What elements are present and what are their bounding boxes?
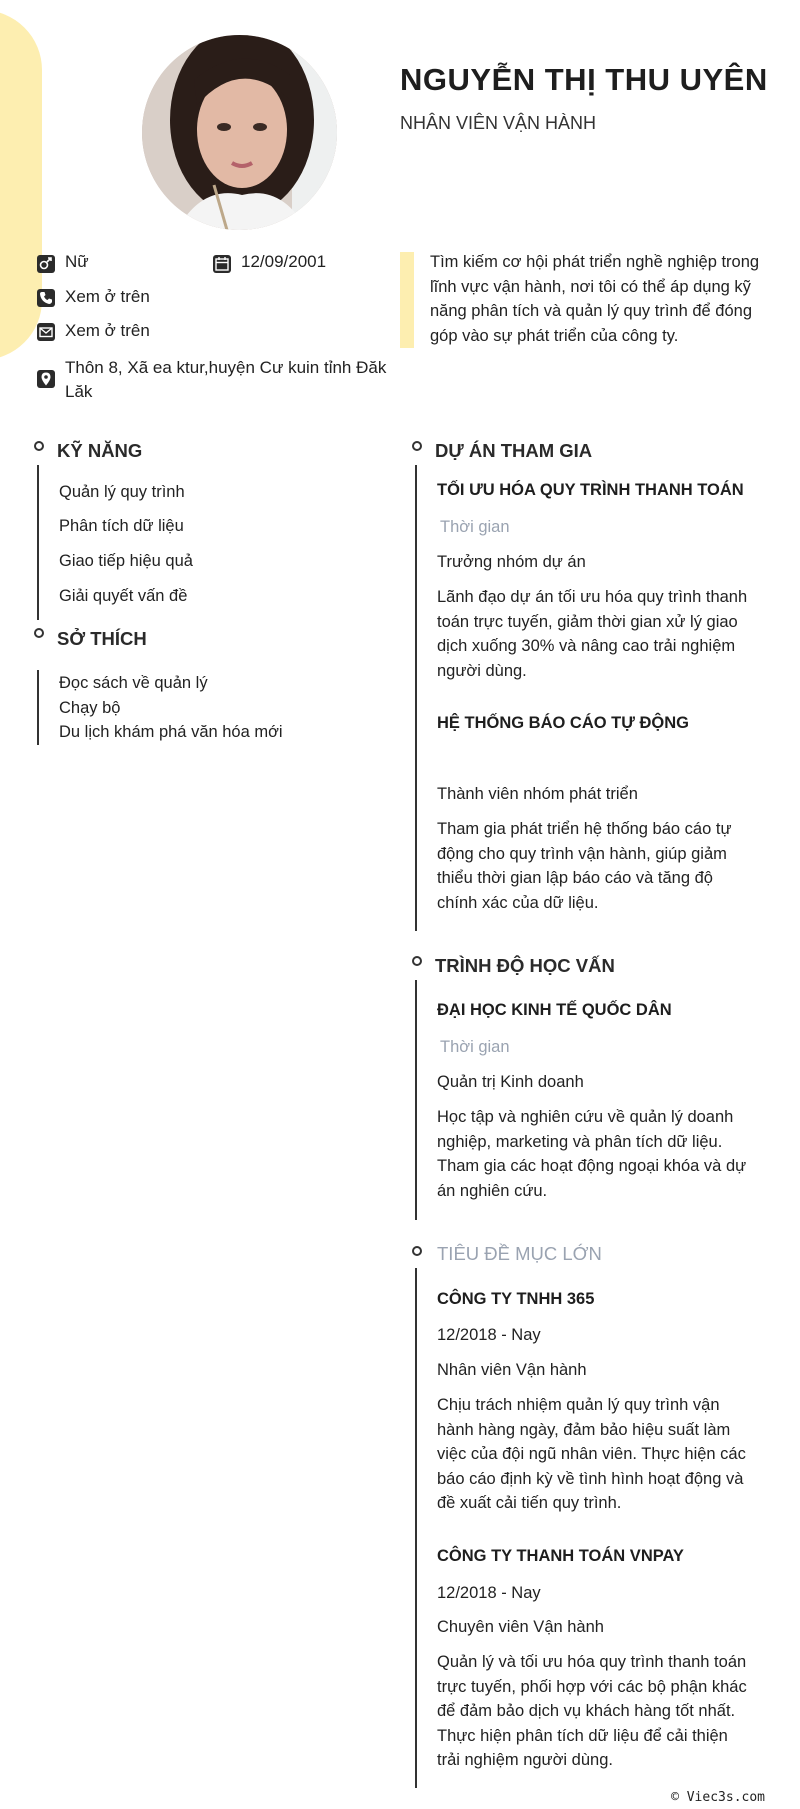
gender-value: Nữ <box>65 252 89 271</box>
education-description: Học tập và nghiên cứu về quản lý doanh nghiệp, marketing và phân tích dữ liệu. Tham gia các hoạt động ngoại khóa và dự án nghiên cứu. <box>437 1108 747 1200</box>
project-title: TỐI ƯU HÓA QUY TRÌNH THANH TOÁN <box>437 481 744 499</box>
project-title: HỆ THỐNG BÁO CÁO TỰ ĐỘNG <box>437 714 690 732</box>
decorative-shape <box>0 10 42 360</box>
education-time: Thời gian <box>440 1038 510 1056</box>
calendar-icon <box>213 255 231 273</box>
candidate-name: NGUYỄN THỊ THU UYÊN <box>400 62 768 97</box>
experience-time: 12/2018 - Nay <box>437 1326 541 1344</box>
birthday-value: 12/09/2001 <box>241 252 327 271</box>
experience-section-title: TIÊU ĐỀ MỤC LỚN <box>437 1243 602 1264</box>
education-section-dot <box>412 956 422 966</box>
project-role: Thành viên nhóm phát triển <box>437 785 638 803</box>
hobbies-section-dot <box>34 628 44 638</box>
project-time: Thời gian <box>440 518 510 536</box>
skill-item: Quản lý quy trình <box>59 483 185 501</box>
address-value <box>65 356 395 404</box>
experience-company: CÔNG TY THANH TOÁN VNPAY <box>437 1547 684 1565</box>
experience-description: Chịu trách nhiệm quản lý quy trình vận hành hàng ngày, đảm bảo hiệu suất làm việc của đội ngũ nhân viên. Thực hiện các báo cáo định kỳ về tình hình hoạt động và đề xuất cải tiến quy trình. <box>437 1396 746 1512</box>
experience-role: Nhân viên Vận hành <box>437 1361 587 1379</box>
skill-item: Giải quyết vấn đề <box>59 587 188 605</box>
education-major: Quản trị Kinh doanh <box>437 1073 584 1091</box>
skills-section-title: KỸ NĂNG <box>57 440 143 461</box>
objective-accent-bar <box>400 252 414 348</box>
hobby-item: Du lịch khám phá văn hóa mới <box>59 723 283 741</box>
phone-icon <box>37 289 55 307</box>
avatar-portrait <box>142 35 337 230</box>
skill-item: Phân tích dữ liệu <box>59 517 184 535</box>
address-line-1: Thôn 8, Xã ea ktur,huyện Cư kuin tỉnh Đăk <box>65 358 387 377</box>
phone-value: Xem ở trên <box>65 287 150 306</box>
experience-section-dot <box>412 1246 422 1256</box>
projects-timeline-line <box>415 465 417 931</box>
copyright-text: © Viec3s.com <box>671 1790 765 1805</box>
gender-icon <box>37 255 55 273</box>
candidate-position: NHÂN VIÊN VẬN HÀNH <box>400 113 597 133</box>
experience-role: Chuyên viên Vận hành <box>437 1618 604 1636</box>
career-objective: Tìm kiếm cơ hội phát triển nghề nghiệp trong lĩnh vực vận hành, nơi tôi có thể áp dụng kỹ năng phân tích và quản lý quy trình để đóng góp vào sự phát triển của công ty. <box>430 253 760 345</box>
hobbies-section-title: SỞ THÍCH <box>57 628 147 649</box>
avatar <box>142 35 337 230</box>
hobby-item: Đọc sách về quản lý <box>59 674 208 692</box>
project-description: Tham gia phát triển hệ thống báo cáo tự động cho quy trình vận hành, giúp giảm thiểu thời gian lập báo cáo và tăng độ chính xác của dữ liệu. <box>437 820 732 912</box>
skills-timeline-line <box>37 465 39 620</box>
email-icon <box>37 323 55 341</box>
experience-timeline-line <box>415 1268 417 1788</box>
address-line-2: Lăk <box>65 382 93 401</box>
projects-section-title: DỰ ÁN THAM GIA <box>435 440 593 461</box>
projects-section-dot <box>412 441 422 451</box>
email-value: Xem ở trên <box>65 321 150 340</box>
experience-time: 12/2018 - Nay <box>437 1584 541 1602</box>
skills-section-dot <box>34 441 44 451</box>
location-icon <box>37 370 55 388</box>
experience-description: Quản lý và tối ưu hóa quy trình thanh toán trực tuyến, phối hợp với các bộ phận khác để đảm bảo dịch vụ khách hàng tốt nhất. Thực hiện phân tích dữ liệu để cải thiện trải nghiệm người dùng. <box>437 1653 747 1769</box>
hobbies-timeline-line <box>37 670 39 745</box>
education-school: ĐẠI HỌC KINH TẾ QUỐC DÂN <box>437 1001 672 1019</box>
education-timeline-line <box>415 980 417 1220</box>
project-role: Trưởng nhóm dự án <box>437 553 586 571</box>
hobby-item: Chạy bộ <box>59 699 121 717</box>
experience-company: CÔNG TY TNHH 365 <box>437 1290 595 1308</box>
project-description: Lãnh đạo dự án tối ưu hóa quy trình thanh toán trực tuyến, giảm thời gian xử lý giao dịch xuống 30% và nâng cao trải nghiệm người dùng. <box>437 588 748 680</box>
skill-item: Giao tiếp hiệu quả <box>59 552 193 570</box>
education-section-title: TRÌNH ĐỘ HỌC VẤN <box>435 955 615 976</box>
